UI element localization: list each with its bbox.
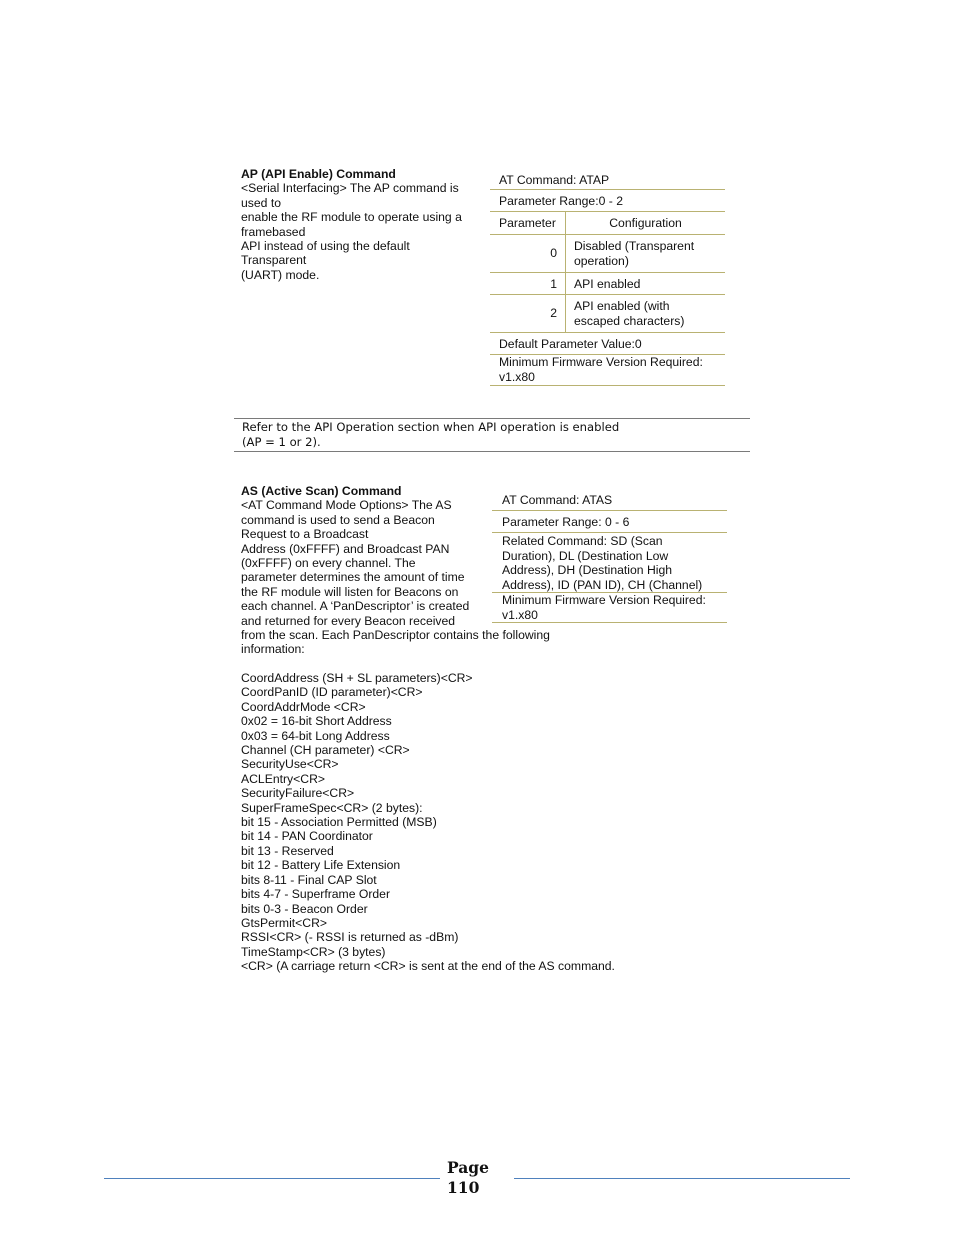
footer-rule-left bbox=[104, 1178, 440, 1179]
as-min-firmware: Minimum Firmware Version Required: v1.x80 bbox=[502, 593, 706, 622]
as-related-command: Related Command: SD (Scan Duration), DL (Destination Low Address), DH (Destination High Address), ID (PAN ID), CH (Channel) bbox=[502, 534, 703, 592]
field-line: SecurityUse<CR> bbox=[241, 757, 339, 772]
ap-desc-line: framebased bbox=[241, 224, 306, 239]
ap-description bbox=[241, 167, 481, 282]
field-line: GtsPermit<CR> bbox=[241, 915, 328, 930]
divider bbox=[490, 385, 725, 386]
field-line: SecurityFailure<CR> bbox=[241, 786, 355, 801]
ap-row-value: 0 bbox=[550, 246, 557, 260]
field-line: bits 0-3 - Beacon Order bbox=[241, 901, 368, 916]
ap-at-command: AT Command: ATAP bbox=[499, 173, 610, 187]
as-desc-line: Request to a Broadcast bbox=[241, 527, 369, 542]
ap-row-config: API enabled bbox=[574, 277, 641, 291]
ap-parameter-range: Parameter Range:0 - 2 bbox=[499, 194, 623, 208]
page-number bbox=[447, 1158, 489, 1198]
as-at-command: AT Command: ATAS bbox=[502, 493, 613, 507]
divider bbox=[490, 332, 725, 333]
ap-desc-line: Transparent bbox=[241, 253, 307, 268]
ap-row-value: 1 bbox=[550, 277, 557, 291]
ap-desc-line: used to bbox=[241, 195, 281, 210]
note-line: Refer to the API Operation section when API operation is enabled bbox=[242, 420, 620, 434]
field-line: 0x03 = 64-bit Long Address bbox=[241, 728, 390, 743]
divider bbox=[490, 234, 725, 235]
field-line: CoordPanID (ID parameter)<CR> bbox=[241, 685, 423, 700]
field-line: bits 4-7 - Superframe Order bbox=[241, 887, 391, 902]
divider bbox=[492, 510, 727, 511]
ap-row-config: Disabled (Transparent operation) bbox=[574, 239, 695, 268]
field-line: 0x02 = 16-bit Short Address bbox=[241, 714, 392, 729]
ap-col-configuration: Configuration bbox=[609, 216, 682, 230]
ap-desc-line: (UART) mode. bbox=[241, 267, 320, 282]
page-number-value: 110 bbox=[447, 1178, 480, 1197]
field-line: bit 15 - Association Permitted (MSB) bbox=[241, 815, 437, 830]
page-word: Page bbox=[447, 1158, 489, 1177]
field-line: CoordAddrMode <CR> bbox=[241, 699, 366, 714]
ap-min-firmware: Minimum Firmware Version Required: v1.x80 bbox=[499, 355, 703, 384]
as-desc-line: (0xFFFF) on every channel. The bbox=[241, 556, 416, 571]
footer-rule-right bbox=[514, 1178, 850, 1179]
as-desc-line: information: bbox=[241, 642, 305, 657]
divider bbox=[490, 294, 725, 295]
field-line: bits 8-11 - Final CAP Slot bbox=[241, 872, 377, 887]
as-desc-line: each channel. A ‘PanDescriptor’ is created bbox=[241, 599, 470, 614]
api-note bbox=[242, 420, 619, 451]
as-desc-line: and returned for every Beacon received bbox=[241, 613, 456, 628]
field-line: bit 14 - PAN Coordinator bbox=[241, 829, 373, 844]
divider bbox=[490, 211, 725, 212]
ap-desc-line: enable the RF module to operate using a bbox=[241, 210, 462, 225]
note-top-rule bbox=[234, 418, 750, 419]
ap-desc-line: <Serial Interfacing> The AP command is bbox=[241, 181, 459, 196]
field-line: TimeStamp<CR> (3 bytes) bbox=[241, 944, 386, 959]
ap-default-value: Default Parameter Value:0 bbox=[499, 337, 642, 351]
ap-row-value: 2 bbox=[550, 306, 557, 320]
as-desc-line: command is used to send a Beacon bbox=[241, 512, 435, 527]
ap-desc-line: API instead of using the default bbox=[241, 239, 410, 254]
ap-col-parameter: Parameter bbox=[499, 216, 556, 230]
ap-row-config: API enabled (with escaped characters) bbox=[574, 299, 685, 328]
as-desc-line: Address (0xFFFF) and Broadcast PAN bbox=[241, 541, 450, 556]
as-desc-line: <AT Command Mode Options> The AS bbox=[241, 498, 452, 513]
field-line: <CR> (A carriage return <CR> is sent at the end of the AS command. bbox=[241, 959, 615, 974]
ap-title: AP (API Enable) Command bbox=[241, 167, 396, 181]
field-line: Channel (CH parameter) <CR> bbox=[241, 743, 410, 758]
pan-descriptor-fields bbox=[241, 671, 615, 974]
divider bbox=[492, 532, 727, 533]
field-line: bit 12 - Battery Life Extension bbox=[241, 858, 401, 873]
note-bottom-rule bbox=[234, 451, 750, 452]
divider bbox=[490, 189, 725, 190]
note-line: (AP = 1 or 2). bbox=[242, 435, 321, 450]
as-desc-line: parameter determines the amount of time bbox=[241, 570, 465, 585]
field-line: ACLEntry<CR> bbox=[241, 771, 325, 786]
as-desc-line: the RF module will listen for Beacons on bbox=[241, 584, 459, 599]
field-line: bit 13 - Reserved bbox=[241, 843, 334, 858]
field-line: RSSI<CR> (- RSSI is returned as -dBm) bbox=[241, 930, 459, 945]
as-title: AS (Active Scan) Command bbox=[241, 484, 402, 498]
field-line: CoordAddress (SH + SL parameters)<CR> bbox=[241, 671, 473, 685]
divider bbox=[490, 272, 725, 273]
divider bbox=[492, 622, 727, 623]
field-line: SuperFrameSpec<CR> (2 bytes): bbox=[241, 800, 423, 815]
as-parameter-range: Parameter Range: 0 - 6 bbox=[502, 515, 630, 529]
as-desc-line: from the scan. Each PanDescriptor contains the following bbox=[241, 628, 550, 643]
